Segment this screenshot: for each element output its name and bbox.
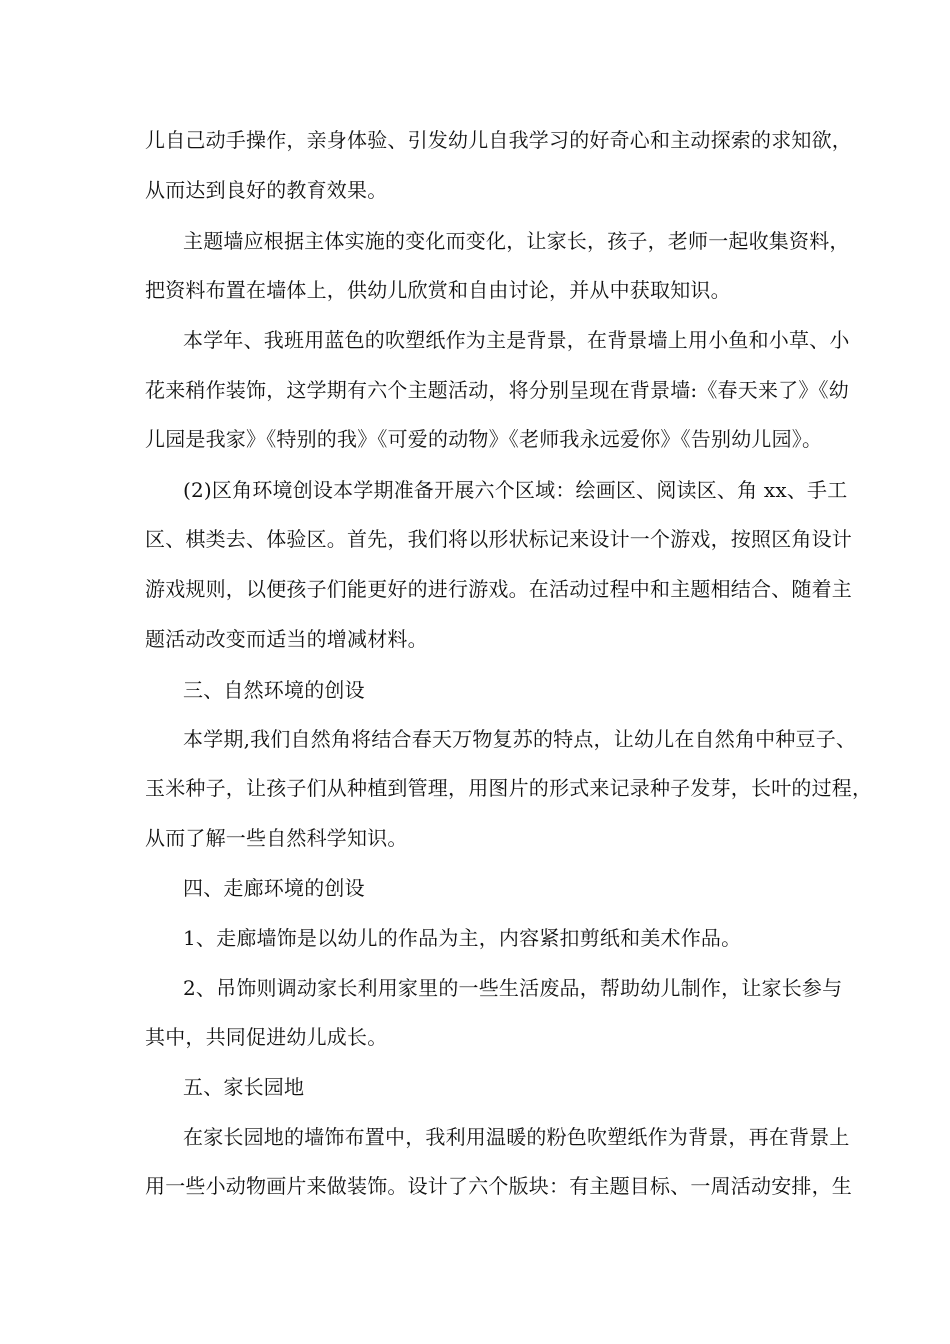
paragraph-line: 从而了解一些自然科学知识。 <box>145 826 408 850</box>
paragraph-line: 游戏规则，以便孩子们能更好的进行游戏。在活动过程中和主题相结合、随着主 <box>145 577 852 601</box>
paragraph-line: 从而达到良好的教育效果。 <box>145 178 388 202</box>
paragraph-line: 主题墙应根据主体实施的变化而变化，让家长，孩子，老师一起收集资料， <box>183 229 850 253</box>
section-heading: 三、自然环境的创设 <box>183 678 365 702</box>
paragraph-line: 花来稍作装饰，这学期有六个主题活动，将分别呈现在背景墙:《春天来了》《幼 <box>145 378 849 402</box>
section-heading: 五、家长园地 <box>183 1075 305 1099</box>
section-heading: 四、走廊环境的创设 <box>183 876 365 900</box>
paragraph-line: 玉米种子，让孩子们从种植到管理，用图片的形式来记录种子发芽，长叶的过程， <box>145 776 873 800</box>
paragraph-line: 区、棋类去、体验区。首先，我们将以形状标记来设计一个游戏，按照区角设计 <box>145 527 852 551</box>
paragraph-line: 儿自己动手操作，亲身体验、引发幼儿自我学习的好奇心和主动探索的求知欲， <box>145 128 852 152</box>
list-item: 1、走廊墙饰是以幼儿的作品为主，内容紧扣剪纸和美术作品。 <box>183 926 742 950</box>
paragraph-line: 本学年、我班用蓝色的吹塑纸作为主是背景，在背景墙上用小鱼和小草、小 <box>183 328 850 352</box>
paragraph-line: 把资料布置在墙体上，供幼儿欣赏和自由讨论，并从中获取知识。 <box>145 278 731 302</box>
paragraph-line: 其中，共同促进幼儿成长。 <box>145 1025 388 1049</box>
paragraph-line: 本学期,我们自然角将结合春天万物复苏的特点，让幼儿在自然角中种豆子、 <box>183 727 857 751</box>
paragraph-line: 在家长园地的墙饰布置中，我利用温暖的粉色吹塑纸作为背景，再在背景上 <box>183 1125 850 1149</box>
paragraph-line: 儿园是我家》《特别的我》《可爱的动物》《老师我永远爱你》《告别幼儿园》。 <box>145 427 823 451</box>
list-item: 2、吊饰则调动家长利用家里的一些生活废品，帮助幼儿制作，让家长参与 <box>183 976 843 1000</box>
paragraph-line: 用一些小动物画片来做装饰。设计了六个版块：有主题目标、一周活动安排，生 <box>145 1174 852 1198</box>
paragraph-line: (2)区角环境创设本学期准备开展六个区域：绘画区、阅读区、角 xx、手工 <box>183 478 848 502</box>
paragraph-line: 题活动改变而适当的增减材料。 <box>145 627 428 651</box>
